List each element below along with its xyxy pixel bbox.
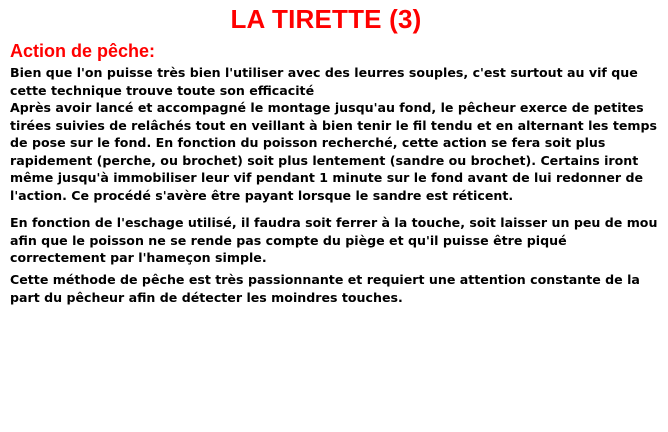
page-title: LA TIRETTE (3)	[230, 4, 422, 34]
paragraph-strike: En fonction de l'eschage utilisé, il faudra soit ferrer à la touche, soit laisser un peu de mou afin que le poisson ne se rende pas compte du piège et qu'il puisse être piqué correctement par l'hameçon simple.	[10, 215, 658, 266]
paragraph-technique: Après avoir lancé et accompagné le montage jusqu'au fond, le pêcheur exerce de petites tirées suivies de relâchés tout en veillant à bien tenir le fil tendu et en alternant les temps de pose sur le fond. En fonction du poisson recherché, cette action se fera soit plus rapidement (perche, ou brochet) soit plus lentement (sandre ou brochet). Certains iront même jusqu'à immobiliser leur vif pendant 1 minute sur le fond avant de lui redonner de l'action. Ce procédé s'avère être payant lorsque le sandre est réticent.	[10, 100, 658, 203]
paragraph-intro: Bien que l'on puisse très bien l'utiliser avec des leurres souples, c'est surtout au vif que cette technique trouve toute son efficacité	[10, 65, 638, 98]
section-heading: Action de pêche:	[10, 41, 156, 61]
paragraph-conclusion: Cette méthode de pêche est très passionnante et requiert une attention constante de la part du pêcheur afin de détecter les moindres touches.	[10, 272, 640, 305]
